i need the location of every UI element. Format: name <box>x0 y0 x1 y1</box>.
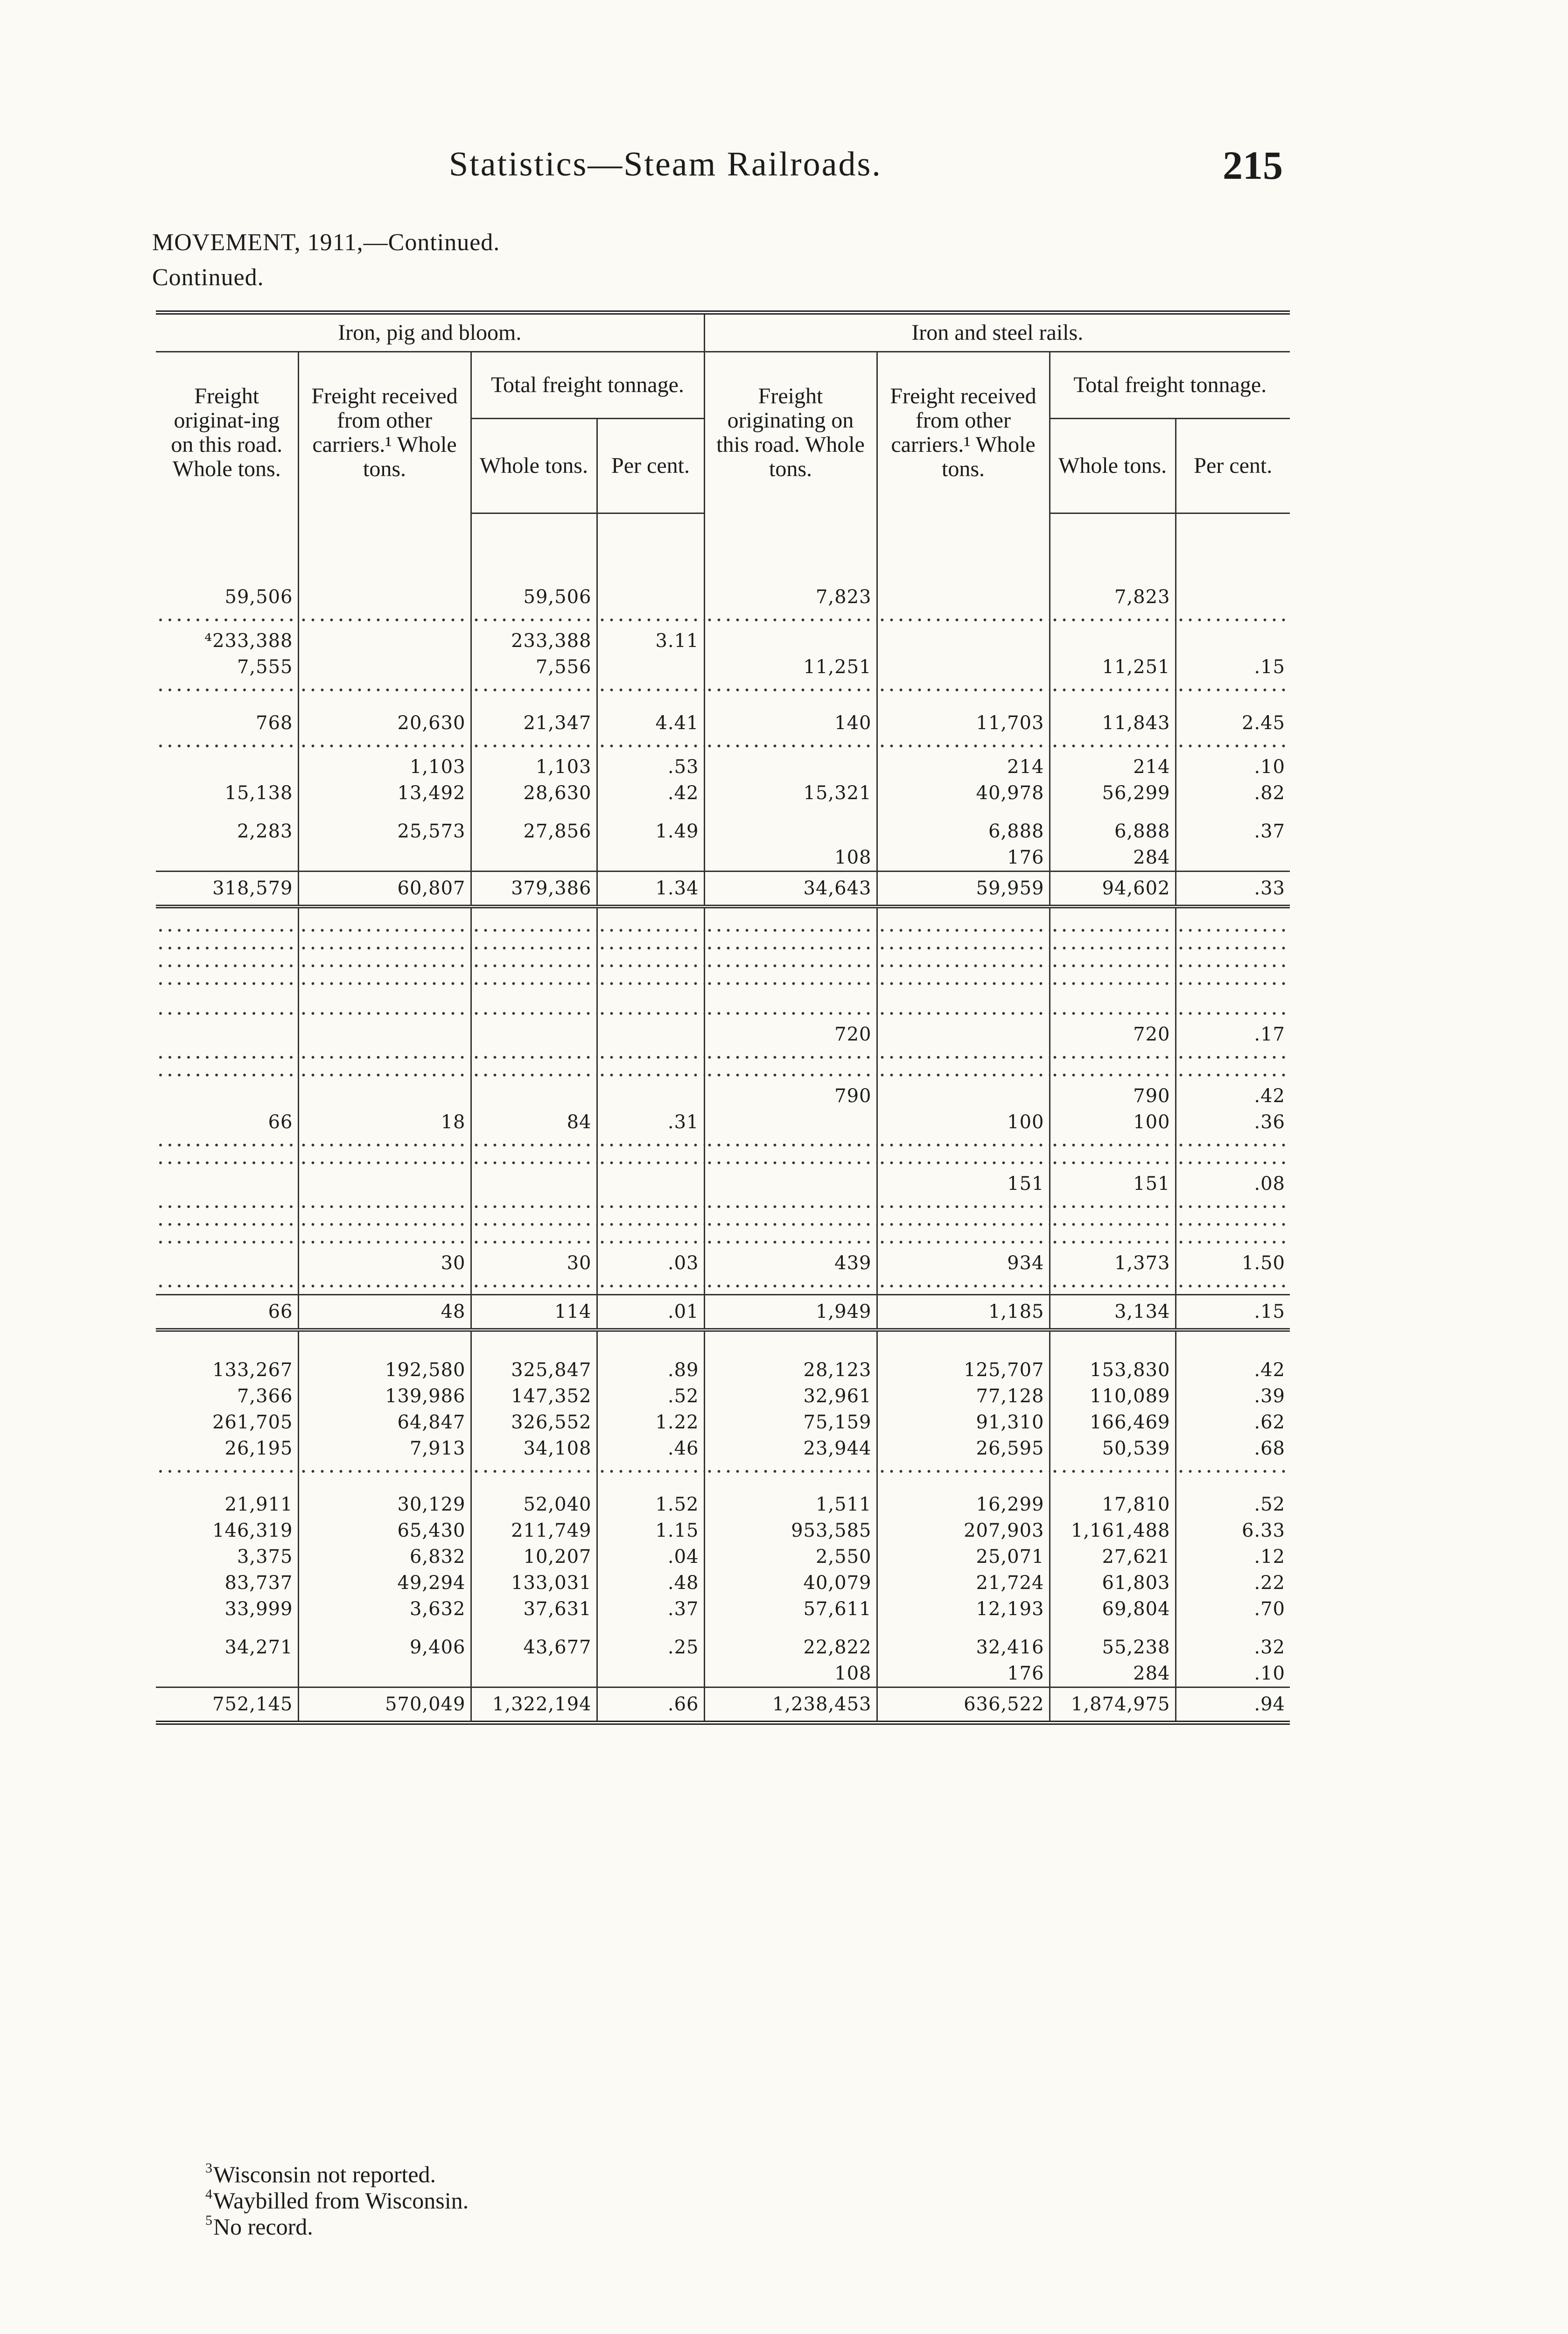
page-number: 215 <box>1223 143 1283 188</box>
col-header-per-cent: Per cent. <box>597 419 704 513</box>
footnote: $^3$Wisconsin not reported. <box>205 2160 436 2187</box>
table-row: 26,195 7,913 34,108 .46 23,944 26,595 50,539 .68 <box>156 1435 1290 1462</box>
table-row: 768 20,630 21,347 4.41 140 11,703 11,843 2.45 <box>156 710 1290 736</box>
table-row: 151 151 .08 <box>156 1171 1290 1197</box>
subtotal-row: 318,579 60,807 379,386 1.34 34,643 59,959 94,602 .33 <box>156 872 1290 907</box>
table-row: 34,271 9,406 43,677 .25 22,822 32,416 55,238 .32 <box>156 1634 1290 1660</box>
table-row: 30 30 .03 439 934 1,373 1.50 <box>156 1250 1290 1276</box>
table-row: 133,267 192,580 325,847 .89 28,123 125,707 153,830 .42 <box>156 1357 1290 1383</box>
table-row: 15,138 13,492 28,630 .42 15,321 40,978 56,299 .82 <box>156 780 1290 806</box>
footnote: $^4$Waybilled from Wisconsin. <box>205 2186 469 2214</box>
col-header-received-rails: Freight received from other carriers.¹ Whole tons. <box>877 352 1050 513</box>
footnote: $^5$No record. <box>205 2213 313 2240</box>
col-header-per-cent: Per cent. <box>1176 419 1290 513</box>
grand-total-row: 752,145 570,049 1,322,194 .66 1,238,453 636,522 1,874,975 .94 <box>156 1687 1290 1723</box>
table-row: 3,375 6,832 10,207 .04 2,550 25,071 27,621 .12 <box>156 1544 1290 1570</box>
table-row: 33,999 3,632 37,631 .37 57,611 12,193 69,804 .70 <box>156 1596 1290 1622</box>
group-header-iron-steel-rails: Iron and steel rails. <box>704 315 1290 352</box>
table-row: 146,319 65,430 211,749 1.15 953,585 207,903 1,161,488 6.33 <box>156 1518 1290 1544</box>
table-row: 720 720 .17 <box>156 1021 1290 1047</box>
col-header-whole-tons: Whole tons. <box>1050 419 1176 513</box>
col-header-total-iron: Total freight tonnage. <box>471 352 704 419</box>
table-row: 7,555 7,556 11,251 11,251 .15 <box>156 654 1290 680</box>
footnotes <box>205 2161 469 2240</box>
col-header-originating-iron: Freight originat-ing on this road. Whole tons. <box>171 384 283 482</box>
table-row: 59,506 59,506 7,823 7,823 <box>156 584 1290 610</box>
subtotal-row: 66 48 114 .01 1,949 1,185 3,134 .15 <box>156 1295 1290 1330</box>
table-row: 83,737 49,294 133,031 .48 40,079 21,724 61,803 .22 <box>156 1570 1290 1596</box>
table-row: 1,103 1,103 .53 214 214 .10 <box>156 754 1290 780</box>
table-row: 66 18 84 .31 100 100 .36 <box>156 1109 1290 1135</box>
table-row: ⁴233,388 233,388 3.11 <box>156 628 1290 654</box>
col-header-total-rails: Total freight tonnage. <box>1050 352 1290 419</box>
col-header-originating-rails: Freight originating on this road. Whole tons. <box>704 352 877 513</box>
table-caption: MOVEMENT, 1911,—Continued. <box>152 229 500 256</box>
table-row: 2,283 25,573 27,856 1.49 6,888 6,888 .37 <box>156 818 1290 844</box>
running-head <box>0 145 1568 196</box>
table-caption-continued: Continued. <box>152 264 264 291</box>
freight-movement-table <box>156 310 1290 1725</box>
table-row: 261,705 64,847 326,552 1.22 75,159 91,310 166,469 .62 <box>156 1409 1290 1435</box>
col-header-whole-tons: Whole tons. <box>471 419 597 513</box>
table-row: 7,366 139,986 147,352 .52 32,961 77,128 110,089 .39 <box>156 1383 1290 1409</box>
table-row: 108 176 284 .10 <box>156 1660 1290 1687</box>
table-row: 21,911 30,129 52,040 1.52 1,511 16,299 17,810 .52 <box>156 1491 1290 1518</box>
table-row: 108 176 284 <box>156 844 1290 872</box>
table-row: 790 790 .42 <box>156 1083 1290 1109</box>
running-head-title: Statistics—Steam Railroads. <box>449 145 882 183</box>
group-header-iron-pig-bloom: Iron, pig and bloom. <box>156 315 704 352</box>
col-header-received-iron: Freight received from other carriers.¹ Whole tons. <box>298 352 471 513</box>
